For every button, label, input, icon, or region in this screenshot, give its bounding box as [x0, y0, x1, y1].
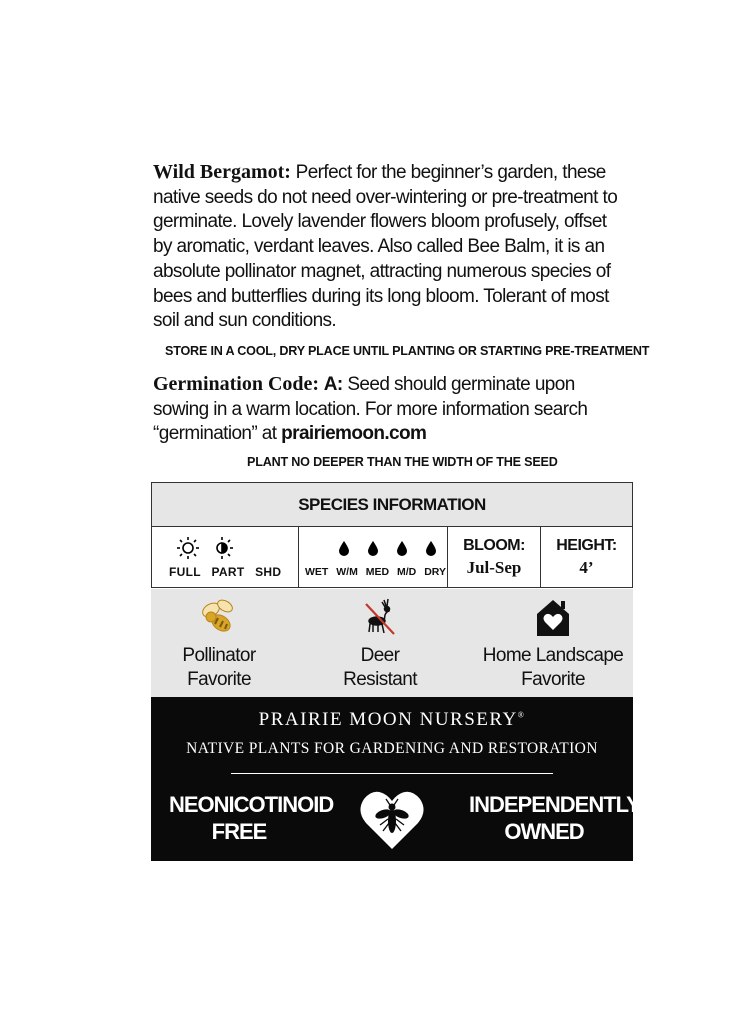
full-sun-icon: [177, 537, 199, 559]
neonicotinoid-free-badge: NEONICOTINOID FREE: [169, 792, 334, 844]
plant-depth-note: PLANT NO DEEPER THAN THE WIDTH OF THE SEED: [247, 455, 558, 469]
moisture-label-wet: WET: [305, 566, 329, 578]
bloom-cell: [448, 527, 541, 587]
attributes-band: [151, 589, 633, 697]
moisture-label-med: MED: [365, 566, 390, 578]
independently-owned-badge: INDEPENDENTLY OWNED: [469, 792, 640, 844]
sun-cell: [152, 527, 299, 587]
germination-body: Seed should germinate upon sowing in a warm location. For more information search “germination” at: [153, 374, 588, 445]
storage-note: STORE IN A COOL, DRY PLACE UNTIL PLANTING OR STARTING PRE-TREATMENT: [165, 344, 650, 358]
species-info-table: [151, 482, 633, 588]
moisture-cell: [299, 527, 448, 587]
height-label: HEIGHT:: [556, 537, 617, 554]
heart-bee-icon: [358, 787, 426, 853]
water-drop-icon: [396, 540, 408, 556]
attribute-home-line1: Home Landscape: [482, 645, 624, 666]
part-sun-icon: [217, 537, 233, 559]
registered-mark: ®: [517, 710, 526, 720]
attribute-pollinator-line2: Favorite: [187, 669, 251, 690]
sun-label-part: PART: [211, 565, 245, 579]
brand-divider: [231, 773, 553, 774]
attribute-deer-line2: Resistant: [343, 669, 417, 690]
attribute-deer-line1: Deer: [360, 645, 400, 666]
attribute-pollinator-line1: Pollinator: [182, 645, 256, 666]
deer-crossed-icon: [360, 596, 400, 640]
attribute-pollinator: [151, 589, 287, 697]
brand-name: PRAIRIE MOON NURSERY®: [258, 709, 526, 730]
plant-name: Wild Bergamot:: [153, 161, 291, 183]
sun-label-full: FULL: [169, 565, 201, 579]
species-info-row: [152, 527, 632, 587]
bloom-label: BLOOM:: [463, 537, 525, 554]
website-link[interactable]: prairiemoon.com: [281, 423, 427, 445]
moisture-label-md: M/D: [397, 566, 417, 578]
attribute-home-line2: Favorite: [521, 669, 585, 690]
height-cell: [541, 527, 632, 587]
description-body: Perfect for the beginner’s garden, these native seeds do not need over-wintering or pre-treatment to germinate. Lovely lavender flowers bloom profusely, offset by aromatic, verdant leaves. Also called Bee Balm, it is an absolute pollinator magnet, attracting numerous species of bees and butterflies during its long bloom. Tolerant of most soil and sun conditions.: [153, 162, 618, 332]
attribute-deer: [287, 589, 473, 697]
species-info-heading: SPECIES INFORMATION: [152, 483, 632, 527]
attribute-home-landscape: [473, 589, 633, 697]
house-heart-icon: [533, 596, 573, 640]
brand-tagline: NATIVE PLANTS FOR GARDENING AND RESTORATION: [186, 740, 598, 757]
water-drop-icon: [367, 540, 379, 556]
plant-description: [153, 160, 623, 334]
brand-footer: [151, 697, 640, 861]
sun-label-shade: SHD: [255, 565, 282, 579]
germination-code: A:: [323, 374, 343, 395]
height-value: 4’: [579, 558, 594, 577]
water-drop-icon: [425, 540, 437, 556]
moisture-label-wm: W/M: [336, 566, 358, 578]
moisture-label-dry: DRY: [424, 566, 446, 578]
bee-icon: [197, 596, 241, 640]
sun-icons: [176, 536, 236, 560]
germination-title: Germination Code:: [153, 373, 320, 395]
germination-section: [153, 372, 623, 447]
water-drop-icon: [338, 540, 350, 556]
bloom-value: Jul-Sep: [466, 558, 522, 577]
